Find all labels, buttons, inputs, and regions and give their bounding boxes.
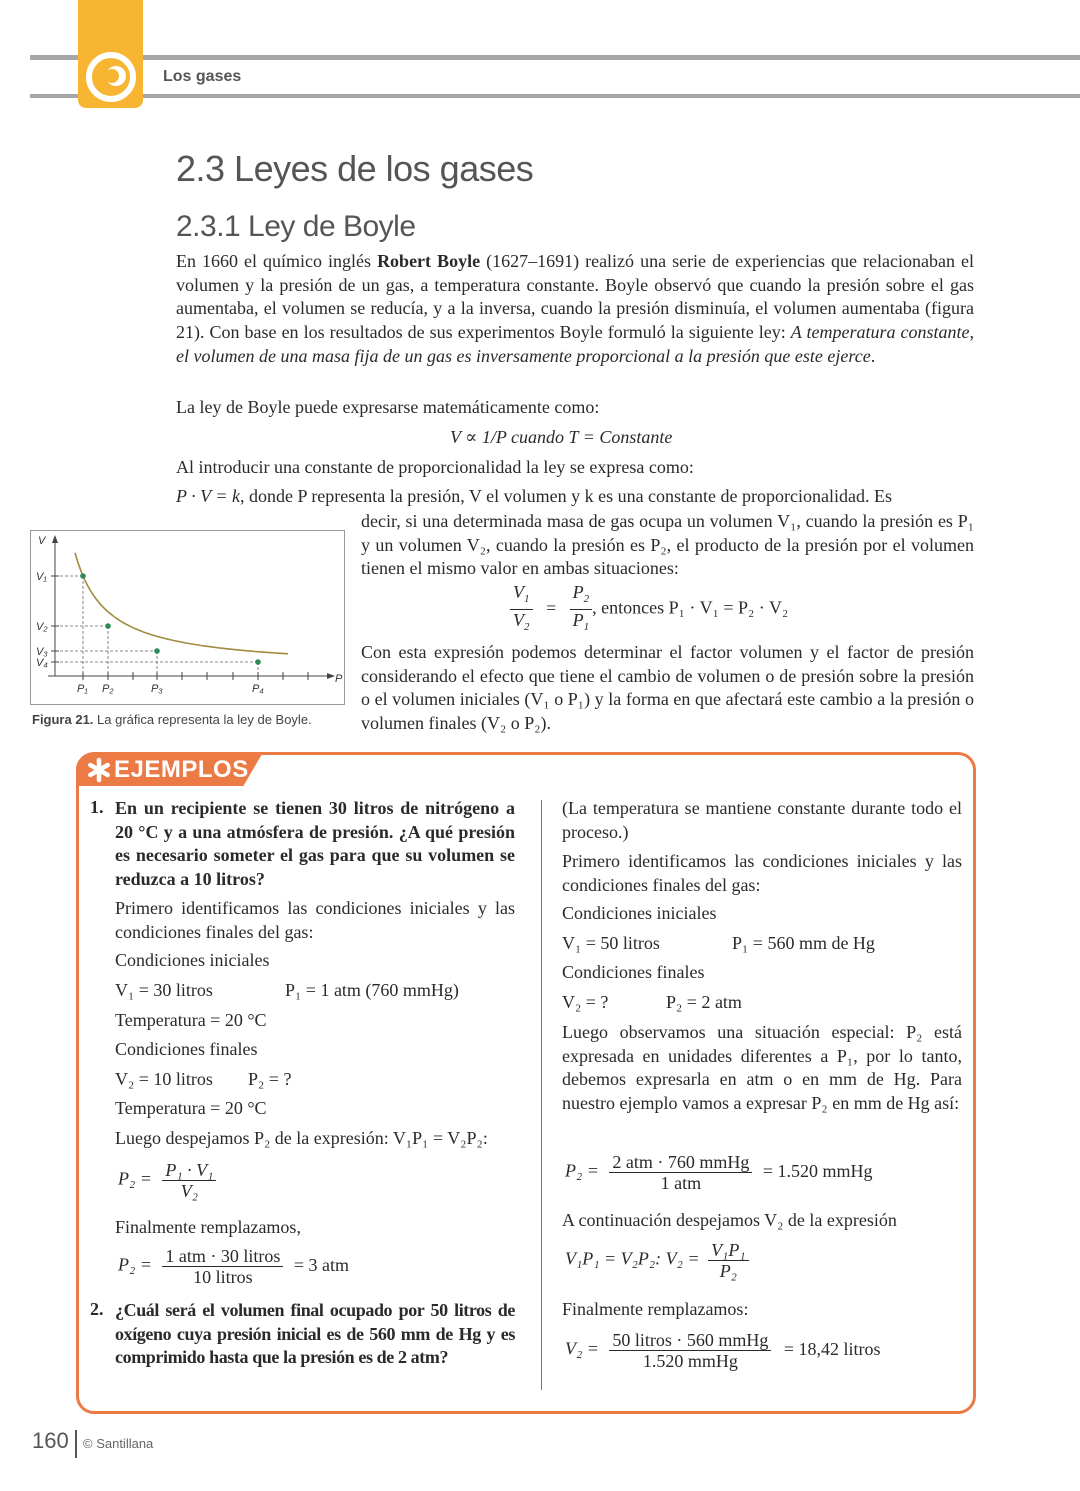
header-rule-bottom <box>30 94 1080 98</box>
x-tick-p3: P₃ <box>151 683 163 695</box>
boyle-law-graph <box>30 530 345 705</box>
santillana-logo-icon <box>82 48 140 106</box>
example-2-equation-3: V₂ = $\frac{\text{50 litros · 560 mmHg}}{\text{1.520 mmHg}}$ = 18,42 litros <box>565 1330 881 1371</box>
explanation-paragraph: decir, si una determinada masa de gas ocupa un volumen V₁, cuando la presión es P₁ y un volumen V₂, cuando la presión es P₂, el producto de la presión por el volumen tienen el mismo valor en ambas situaciones: <box>361 511 974 579</box>
example-1-identify: Primero identificamos las condiciones iniciales y las condiciones finales del gas: <box>115 898 515 942</box>
example-2-question: ¿Cuál será el volumen final ocupado por 50 litros de oxígeno cuya presión inicial es de 560 mm de Hg y es comprimido hasta que la presión es de 2 atm? <box>115 1300 515 1368</box>
asterisk-icon <box>86 757 112 783</box>
section-title: 2.3 Leyes de los gases <box>176 148 534 189</box>
y-arrow-icon <box>52 535 58 543</box>
boyle-curve <box>75 553 288 654</box>
page-number: 160 <box>32 1428 69 1453</box>
figure-caption: Figura 21. La gráfica representa la ley de Boyle. <box>32 712 312 727</box>
copyright: © Santillana <box>83 1436 154 1451</box>
example-2-clear: A continuación despejamos V₂ de la expresión <box>562 1210 897 1230</box>
example-2-number: 2. <box>90 1299 104 1319</box>
example-1-equation-1: P₂ = $\frac{\text{P₁ · V₁}}{\text{V₂}}$ <box>118 1160 216 1201</box>
example-1-replace: Finalmente remplazamos, <box>115 1217 301 1237</box>
point-p2 <box>105 623 111 629</box>
header-rule-top <box>30 55 1080 60</box>
y-tick-v4: V₄ <box>36 657 48 669</box>
y-tick-v1: V₁ <box>36 571 47 583</box>
example-2-v2: V₂ = ? <box>562 992 609 1012</box>
point-p3 <box>154 648 160 654</box>
example-1-v2: V₂ = 10 litros <box>115 1069 213 1089</box>
intro-paragraph: En 1660 el químico inglés Robert Boyle (1627–1691) realizó una serie de experiencias que relacionaban el volumen y la presión de un gas, a temperatura constante. Boyle observó que cuando la presión sobre el gas aumentaba, el volumen se reducía, y a la inversa, cuando la presión disminuía, el volumen aumentaba (figura 21). Con base en los resultados de sus experimentos Boyle formuló la siguiente ley: A temperatura constante, el volumen de una masa fija de un gas es inversamente proporcional a la presión que este ejerce. <box>176 251 974 366</box>
example-2-v1: V₁ = 50 litros <box>562 933 660 953</box>
math-intro: La ley de Boyle puede expresarse matemáticamente como: <box>176 397 600 417</box>
formula-proportional: V ∝ 1/P cuando T = Constante <box>450 427 673 447</box>
footer-divider <box>75 1430 77 1458</box>
example-1-equation-2: P₂ = $\frac{\text{1 atm · 30 litros}}{\text{10 litros}}$ = 3 atm <box>118 1246 350 1287</box>
example-2-p1: P₁ = 560 mm de Hg <box>732 933 875 953</box>
example-1-temp1: Temperatura = 20 °C <box>115 1010 267 1030</box>
subsection-title: 2.3.1 Ley de Boyle <box>176 210 416 243</box>
formula-ratio: $\frac{V_1}{V_2}$ = $\frac{P_2}{P_1}$ , entonces P₁ · V₁ = P₂ · V₂ <box>510 582 788 637</box>
example-1-p2: P₂ = ? <box>248 1069 292 1089</box>
x-tick-p4: P₄ <box>252 683 264 695</box>
x-tick-p2: P₂ <box>102 683 114 695</box>
column-divider <box>541 800 542 1390</box>
examples-title: EJEMPLOS <box>114 756 249 783</box>
example-2-equation-2: V₁P₁ = V₂P₂: V₂ = $\frac{\text{V₁P₁}}{\text{P₂}}$ <box>565 1240 749 1281</box>
example-1-question: En un recipiente se tienen 30 litros de nitrógeno a 20 °C y a una atmósfera de presión. ¿A qué presión es necesario someter el gas para que su volumen se reduzca a 10 litros? <box>115 798 515 890</box>
running-header: Los gases <box>163 68 242 85</box>
example-2-initial-title: Condiciones iniciales <box>562 903 717 923</box>
scientist-name: Robert Boyle <box>377 251 481 271</box>
x-arrow-icon <box>327 673 335 679</box>
constant-law-line: P · V = k, donde P representa la presión, V el volumen y k es una constante de proporcionalidad. Es <box>176 486 892 506</box>
y-tick-v2: V₂ <box>36 621 48 633</box>
y-tick-v3: V₃ <box>36 646 48 658</box>
example-2-p2: P₂ = 2 atm <box>666 992 742 1012</box>
example-1-final-title: Condiciones finales <box>115 1039 258 1059</box>
boyle-law-statement: A temperatura constante, el volumen de una masa fija de un gas es inversamente proporcional a la presión que este ejerce <box>176 322 974 366</box>
example-1-number: 1. <box>90 797 104 817</box>
point-p4 <box>255 659 261 665</box>
example-1-v1: V₁ = 30 litros <box>115 980 213 1000</box>
constant-intro: Al introducir una constante de proporcionalidad la ley se expresa como: <box>176 457 694 477</box>
example-1-solve: Luego despejamos P₂ de la expresión: V₁P₁ = V₂P₂: <box>115 1128 488 1148</box>
example-1-p1: P₁ = 1 atm (760 mmHg) <box>285 980 459 1000</box>
x-tick-p1: P₁ <box>77 683 88 695</box>
example-2-equation-1: P₂ = $\frac{\text{2 atm · 760 mmHg}}{\text{1 atm}}$ = 1.520 mmHg <box>565 1152 873 1193</box>
example-1-initial-title: Condiciones iniciales <box>115 950 270 970</box>
example-2-final-title: Condiciones finales <box>562 962 705 982</box>
y-axis-label: V <box>38 535 46 547</box>
example-2-replace: Finalmente remplazamos: <box>562 1299 749 1319</box>
example-1-temp2: Temperatura = 20 °C <box>115 1098 267 1118</box>
factor-paragraph: Con esta expresión podemos determinar el factor volumen y el factor de presión considerando el efecto que tiene el cambio de volumen o de presión sobre la presión o el volumen iniciales (V₁ o P₁) y la forma en que afectará este cambio a la presión o volumen finales (V₂ o P₂). <box>361 642 974 734</box>
example-2-note: (La temperatura se mantiene constante durante todo el proceso.) <box>562 798 962 842</box>
point-p1 <box>80 573 86 579</box>
example-2-special: Luego observamos una situación especial: P₂ está expresada en unidades diferentes a P₁, por lo tanto, debemos expresarla en atm o en mm de Hg. Para nuestro ejemplo vamos a expresar P₂ en mm de Hg así: <box>562 1022 962 1114</box>
example-2-identify: Primero identificamos las condiciones iniciales y las condiciones finales del gas: <box>562 851 962 895</box>
x-axis-label: P <box>335 673 343 685</box>
